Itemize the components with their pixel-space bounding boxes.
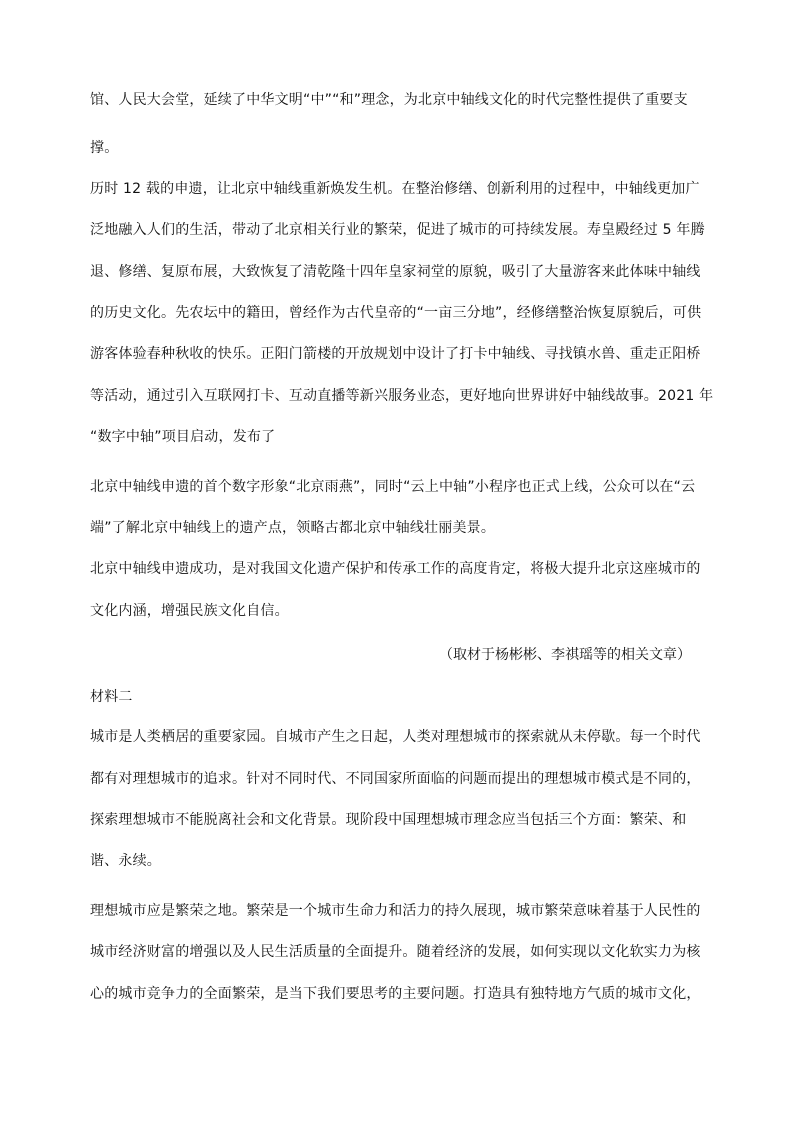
text-line: 城市是人类栖居的重要家园。自城市产生之日起，人类对理想城市的探索就从未停歇。每一个时代 [90, 729, 701, 745]
text-line: “数字中轴”项目启动，发布了 [90, 429, 276, 445]
text-line: 谐、永续。 [90, 853, 161, 869]
text-line: 端”了解北京中轴线上的遗产点，领略古都北京中轴线壮丽美景。 [90, 520, 496, 536]
text-line: 心的城市竞争力的全面繁荣，是当下我们要思考的主要问题。打造具有独特地方气质的城市文化， [90, 986, 701, 1002]
text-line: 历时 12 载的申遗，让北京中轴线重新焕发生机。在整治修缮、创新利用的过程中，中轴线更加广 [90, 181, 700, 197]
text-line: 文化内涵，增强民族文化自信。 [90, 603, 289, 619]
text-line: 的历史文化。先农坛中的籍田，曾经作为古代皇帝的“一亩三分地”，经修缮整治恢复原貌后，可供 [90, 305, 702, 321]
text-line: 等活动，通过引入互联网打卡、互动直播等新兴服务业态，更好地向世界讲好中轴线故事。2021 年 [90, 388, 714, 404]
text-line: 都有对理想城市的追求。针对不同时代、不同国家所面临的问题而提出的理想城市模式是不同的， [90, 771, 701, 787]
text-line: 馆、人民大会堂，延续了中华文明“中”“和”理念，为北京中轴线文化的时代完整性提供了重要支 [90, 92, 688, 108]
text-line: 撑。 [90, 140, 119, 156]
text-line: 理想城市应是繁荣之地。繁荣是一个城市生命力和活力的持久展现，城市繁荣意味着基于人民性的 [90, 903, 701, 919]
text-line: 北京中轴线申遗成功，是对我国文化遗产保护和传承工作的高度肯定，将极大提升北京这座城市的 [90, 561, 701, 577]
text-line: 探索理想城市不能脱离社会和文化背景。现阶段中国理想城市理念应当包括三个方面：繁荣、和 [90, 812, 687, 828]
text-line: 退、修缮、复原布展，大致恢复了清乾隆十四年皇家祠堂的原貌，吸引了大量游客来此体味中轴线 [90, 264, 701, 280]
text-line: 城市经济财富的增强以及人民生活质量的全面提升。随着经济的发展，如何实现以文化软实力为核 [90, 944, 701, 960]
text-line: 北京中轴线申遗的首个数字形象“北京雨燕”，同时“云上中轴”小程序也正式上线，公众可以在“云 [90, 479, 696, 495]
text-line: 泛地融入人们的生活，带动了北京相关行业的繁荣，促进了城市的可持续发展。寿皇殿经过 5 年腾 [90, 222, 705, 238]
source-citation: （取材于杨彬彬、李祺瑶等的相关文章） [439, 647, 691, 663]
text-line: 游客体验春种秋收的快乐。正阳门箭楼的开放规划中设计了打卡中轴线、寻找镇水兽、重走正阳桥 [90, 346, 701, 362]
section-heading: 材料二 [90, 689, 133, 705]
